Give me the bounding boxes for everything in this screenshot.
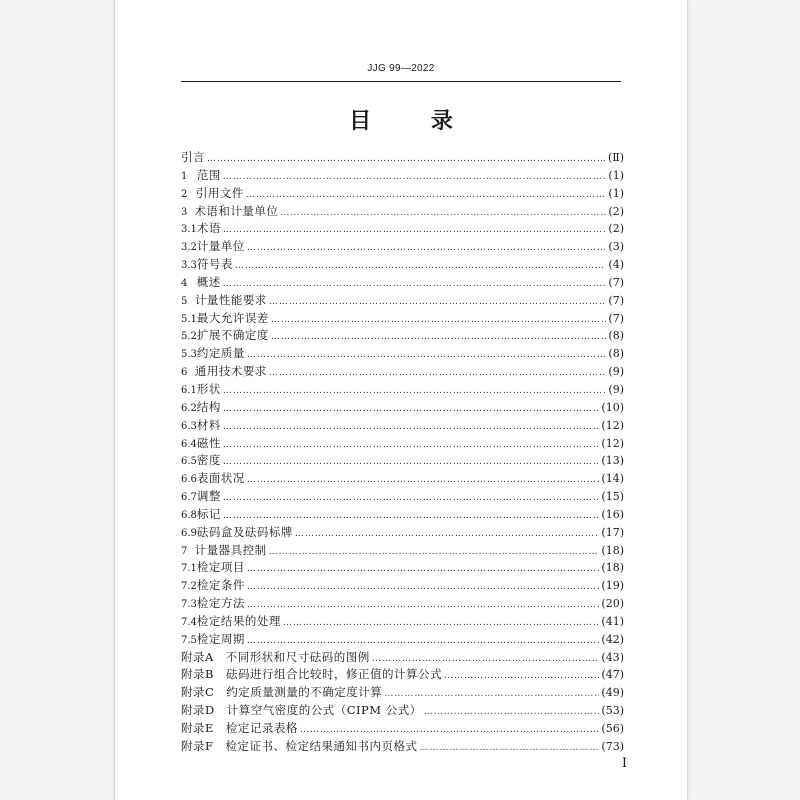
toc-entry-page: (43) [601,650,624,664]
toc-entry[interactable] [181,542,624,560]
toc-entry-page: (47) [601,668,624,682]
toc-entry[interactable] [181,256,624,274]
toc-entry-page: (10) [601,400,624,414]
toc-entry-page: (1) [608,168,624,182]
toc-leader-dots [295,526,600,544]
toc-entry-number: 6.9 [181,527,197,539]
toc-entry-label: 约定质量 [196,346,245,361]
toc-leader-dots [235,258,607,276]
toc-entry-label: 结构 [196,399,221,414]
toc-leader-dots [207,151,606,169]
toc-leader-dots [419,740,599,758]
toc-entry-number: 4 [181,277,188,289]
toc-entry-page: (9) [608,365,624,379]
toc-entry-number: 7.5 [181,634,197,646]
toc-entry[interactable] [181,524,624,542]
toc-entry[interactable] [181,310,624,328]
toc-entry[interactable] [181,185,624,203]
toc-entry-label: 符号表 [196,257,233,272]
toc-leader-dots [223,437,600,455]
toc-entry-page: (8) [608,329,624,343]
toc-entry-page: (18) [601,543,624,557]
toc-entry-label: 引言 [181,150,205,164]
toc-leader-dots [223,419,600,437]
toc-entry-label: 调整 [196,489,221,504]
toc-entry-label: 检定周期 [196,631,245,646]
toc-entry-page: (15) [601,490,624,504]
toc-entry-label: 计量器具控制 [194,542,267,557]
toc-entry-page: (4) [608,258,624,272]
toc-entry-page: (14) [601,472,624,486]
toc-leader-dots [223,276,607,294]
toc-entry-number: 7.4 [181,616,197,628]
toc-entry-number: 7 [181,545,188,557]
toc-leader-dots [247,240,607,258]
toc-entry-page: (19) [601,579,624,593]
toc-entry-page: (7) [608,293,624,307]
toc-entry-label: 材料 [196,417,221,432]
toc-entry-label: 密度 [196,453,221,468]
toc-entry-number: 7.1 [181,563,197,575]
toc-leader-dots [247,561,600,579]
toc-entry[interactable] [181,399,624,417]
toc-leader-dots [283,615,600,633]
toc-leader-dots [444,668,599,686]
toc-entry-label: 附录A 不同形状和尺寸砝码的图例 [181,649,370,664]
toc-entry-number: 7.2 [181,581,197,593]
toc-entry[interactable] [181,577,624,595]
header-rule [181,81,621,82]
toc-entry-number: 3 [181,206,188,218]
toc-leader-dots [223,401,600,419]
toc-entry[interactable] [181,435,624,453]
toc-entry[interactable] [181,720,624,738]
toc-entry-number: 3.2 [181,242,197,254]
toc-entry-label: 形状 [196,381,221,396]
toc-entry-number: 3.1 [181,224,197,236]
toc-entry[interactable] [181,238,624,256]
toc-entry-number: 6.3 [181,420,197,432]
toc-entry-page: (12) [601,436,624,450]
toc-entry[interactable] [181,381,624,399]
toc-entry[interactable] [181,649,624,667]
toc-entry-page: (Ⅱ) [607,151,624,164]
toc-entry-page: (53) [601,704,624,718]
toc-entry-page: (16) [601,507,624,521]
toc-entry-page: (2) [608,204,624,218]
toc-entry-label: 砝码盒及砝码标牌 [196,524,293,539]
toc-entry[interactable] [181,274,624,292]
toc-entry-page: (20) [601,597,624,611]
toc-entry-number: 6.2 [181,402,197,414]
toc-entry-number: 3.3 [181,260,197,272]
toc-entry-label: 标记 [196,506,221,521]
toc-leader-dots [269,365,607,383]
toc-entry[interactable] [181,738,624,756]
toc-leader-dots [271,329,607,347]
toc-entry-number: 5 [181,295,188,307]
toc-leader-dots [247,347,607,365]
toc-entry[interactable] [181,595,624,613]
toc-entry[interactable] [181,470,624,488]
toc-leader-dots [247,472,600,490]
toc-entry-label: 磁性 [196,435,221,450]
toc-entry[interactable] [181,417,624,435]
toc-entry-label: 附录E 检定记录表格 [181,721,298,735]
toc-entry-number: 6.5 [181,456,197,468]
toc-entry-number: 6.7 [181,492,197,504]
table-of-contents [181,149,624,756]
toc-entry-page: (13) [601,454,624,468]
toc-entry-number: 5.2 [181,331,197,343]
toc-entry-page: (41) [601,614,624,628]
toc-entry[interactable] [181,149,624,167]
toc-entry-label: 引用文件 [195,185,244,200]
toc-entry-label: 附录B 砝码进行组合比较时，修正值的计算公式 [181,667,442,682]
toc-leader-dots [280,205,606,223]
toc-entry[interactable] [181,452,624,470]
toc-entry-number: 6.6 [181,474,197,486]
toc-entry[interactable] [181,702,624,720]
toc-entry[interactable] [181,203,624,221]
toc-leader-dots [246,187,607,205]
toc-entry-label: 范围 [196,167,221,182]
toc-entry-page: (7) [608,311,624,325]
toc-entry-number: 7.3 [181,599,197,611]
toc-entry[interactable] [181,363,624,381]
toc-entry-page: (2) [608,222,624,236]
toc-entry-page: (12) [601,418,624,432]
toc-entry-label: 扩展不确定度 [196,328,269,343]
document-page [114,0,688,800]
toc-entry-label: 附录F 检定证书、检定结果通知书内页格式 [181,738,418,753]
toc-entry-page: (42) [601,632,624,646]
toc-entry-label: 检定结果的处理 [196,613,281,628]
toc-entry-number: 6.1 [181,384,197,396]
toc-entry-label: 通用技术要求 [194,364,267,379]
toc-entry-label: 检定方法 [196,596,245,611]
toc-entry-label: 检定条件 [196,578,245,593]
toc-entry[interactable] [181,327,624,345]
toc-leader-dots [223,222,607,240]
toc-entry[interactable] [181,488,624,506]
toc-entry-label: 表面状况 [196,471,245,486]
toc-entry-page: (8) [608,347,624,361]
toc-leader-dots [223,383,607,401]
toc-leader-dots [269,294,607,312]
toc-entry-page: (17) [601,525,624,539]
toc-entry[interactable] [181,506,624,524]
toc-entry-page: (3) [608,240,624,254]
toc-entry[interactable] [181,559,624,577]
toc-entry-number: 6.4 [181,438,197,450]
page-title: 目 录 [349,108,479,134]
toc-leader-dots [223,490,600,508]
toc-entry[interactable] [181,167,624,185]
toc-entry-label: 附录D 计算空气密度的公式（CIPM 公式） [181,703,422,718]
toc-entry-number: 6.8 [181,509,197,521]
toc-leader-dots [223,454,600,472]
toc-entry-label: 附录C 约定质量测量的不确定度计算 [181,685,383,700]
page-number: I [621,756,627,771]
toc-entry-page: (73) [601,739,624,753]
toc-entry[interactable] [181,613,624,631]
toc-entry-label: 最大允许误差 [196,310,269,325]
toc-leader-dots [269,544,600,562]
toc-entry-number: 2 [181,188,188,200]
toc-entry[interactable] [181,631,624,649]
header-standard-code: JJG 99—2022 [367,63,435,74]
toc-leader-dots [424,704,600,722]
toc-entry-number: 5.3 [181,349,197,361]
toc-entry-page: (49) [601,686,624,700]
toc-entry-number: 1 [181,170,188,182]
toc-entry-page: (18) [601,561,624,575]
toc-entry-label: 计量性能要求 [194,292,267,307]
toc-leader-dots [247,579,600,597]
toc-entry[interactable] [181,220,624,238]
toc-entry[interactable] [181,292,624,310]
toc-leader-dots [223,169,607,187]
toc-entry-page: (56) [601,722,624,735]
toc-entry-page: (7) [608,275,624,289]
toc-entry-label: 计量单位 [196,239,245,254]
toc-leader-dots [247,597,600,615]
toc-entry-number: 5.1 [181,313,197,325]
toc-leader-dots [271,312,607,330]
toc-entry[interactable] [181,666,624,684]
toc-entry[interactable] [181,684,624,702]
toc-entry-number: 6 [181,367,188,379]
toc-entry-page: (9) [608,382,624,396]
toc-entry-label: 概述 [196,274,221,289]
toc-entry-label: 检定项目 [196,560,245,575]
toc-entry-page: (1) [608,186,624,200]
toc-entry[interactable] [181,345,624,363]
toc-entry-label: 术语 [196,221,221,236]
toc-entry-label: 术语和计量单位 [194,203,279,218]
